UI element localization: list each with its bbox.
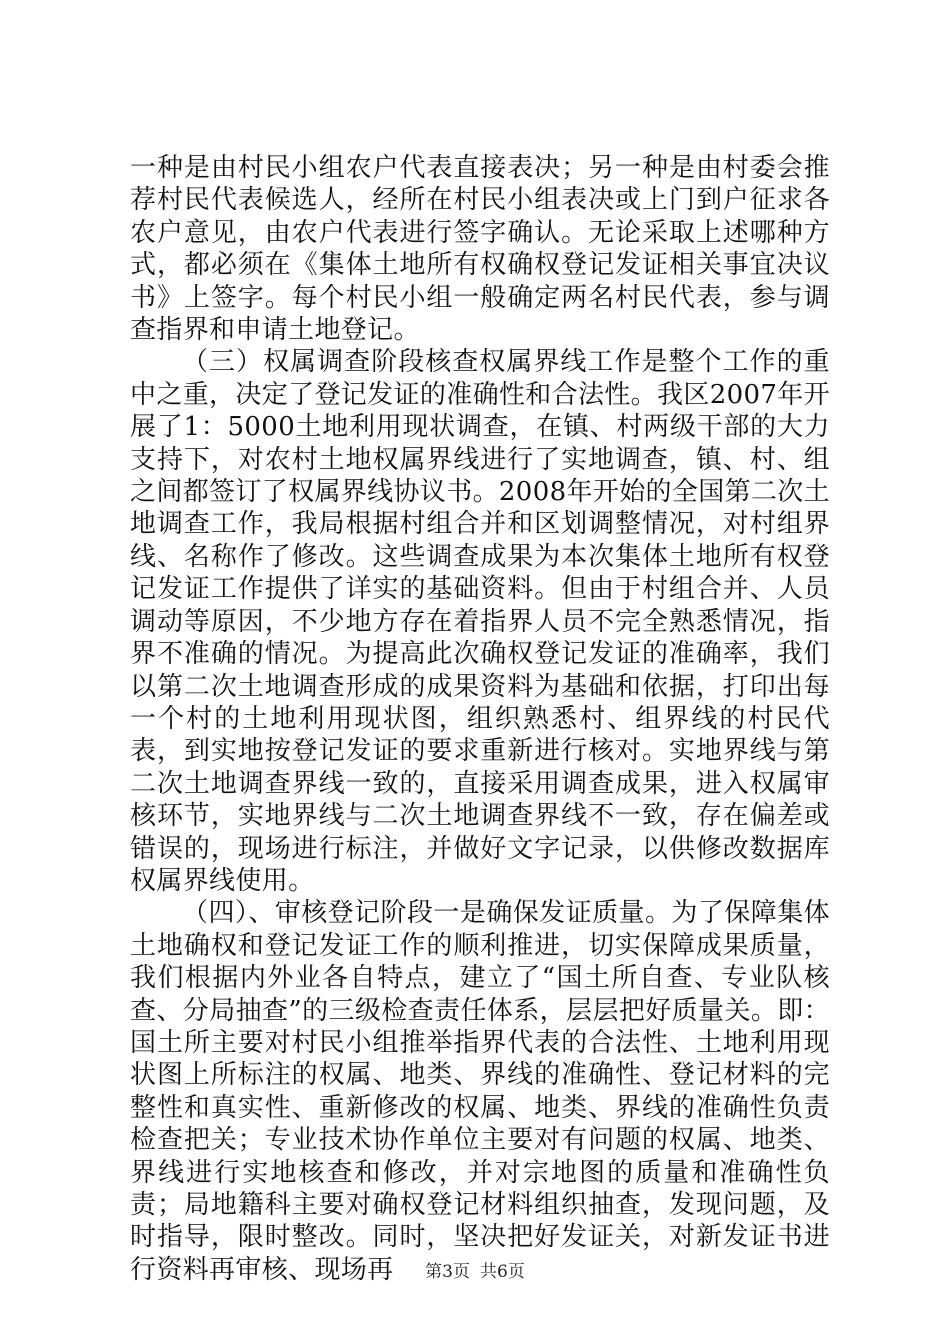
paragraph-3: （四）、审核登记阶段一是确保发证质量。为了保障集体土地确权和登记发证工作的顺利推进，切实保障成果质量，我们根据内外业各自特点，建立了“国土所自查、专业队核查、分局抽查”的三级检查责任体系，层层把好质量关。即：国土所主要对村民小组推举指界代表的合法性、土地利用现状图上所标注的权属、地类、界线的准确性、登记材料的完整性和真实性、重新修改的权属、地类、界线的准确性负责检查把关；专业技术协作单位主要对有问题的权属、地类、界线进行实地核查和修改，并对宗地图的质量和准确性负责；局地籍科主要对确权登记材料组织抽查，发现问题，及时指导，限时整改。同时，坚决把好发证关，对新发证书进行资料再审核、现场再: [130, 898, 830, 1285]
paragraph-1: 一种是由村民小组农户代表直接表决；另一种是由村委会推荐村民代表候选人，经所在村民小组表决或上门到户征求各农户意见，由农户代表进行签字确认。无论采取上述哪种方式，都必须在《集体土地所有权确权登记发证相关事宜决议书》上签字。每个村民小组一般确定两名村民代表，参与调查指界和申请土地登记。: [130, 153, 830, 346]
paragraph-2: （三）权属调查阶段核查权属界线工作是整个工作的重中之重，决定了登记发证的准确性和合法性。我区2007年开展了1：5000土地利用现状调查，在镇、村两级干部的大力支持下，对农村土地权属界线进行了实地调查，镇、村、组之间都签订了权属界线协议书。2008年开始的全国第二次土地调查工作，我局根据村组合并和区划调整情况，对村组界线、名称作了修改。这些调查成果为本次集体土地所有权登记发证工作提供了详实的基础资料。但由于村组合并、人员调动等原因，不少地方存在着指界人员不完全熟悉情况，指界不准确的情况。为提高此次确权登记发证的准确率，我们以第二次土地调查形成的成果资料为基础和依据，打印出每一个村的土地利用现状图，组织熟悉村、组界线的村民代表，到实地按登记发证的要求重新进行核对。实地界线与第二次土地调查界线一致的，直接采用调查成果，进入权属审核环节，实地界线与二次土地调查界线不一致，存在偏差或错误的，现场进行标注，并做好文字记录，以供修改数据库权属界线使用。: [130, 347, 830, 896]
page-footer: [0, 1262, 950, 1282]
page-number: 第3页: [425, 1262, 470, 1282]
document-body: [130, 152, 830, 1286]
page-total: 共6页: [480, 1262, 525, 1282]
